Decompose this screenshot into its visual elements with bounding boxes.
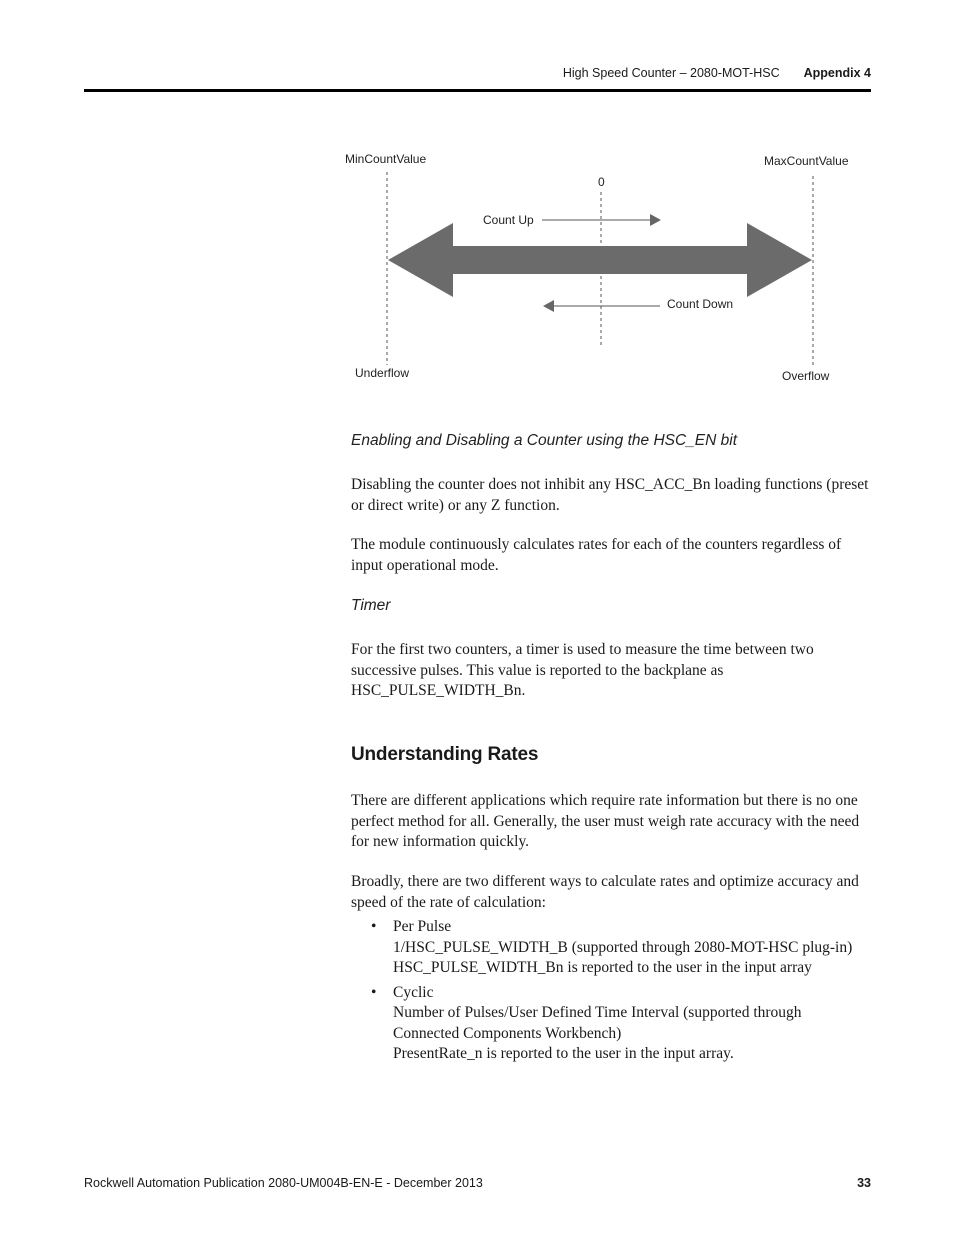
header-rule [84, 89, 871, 92]
counter-range-diagram [330, 140, 870, 395]
rates-paragraph-2: Broadly, there are two different ways to calculate rates and optimize accuracy and speed of the rate of calculation: [351, 873, 859, 911]
page-header [563, 66, 871, 80]
section-timer [351, 597, 871, 615]
timer-subtitle: Timer [351, 597, 391, 614]
bullet-marker: • [371, 918, 377, 935]
rate-methods-list [371, 917, 871, 1069]
enable-disable-subtitle: Enabling and Disabling a Counter using the HSC_EN bit [351, 432, 738, 449]
bullet-marker: • [371, 983, 377, 1001]
list-item-title: Per Pulse [393, 918, 452, 935]
list-item-line: HSC_PULSE_WIDTH_Bn is reported to the user in the input array [393, 959, 812, 976]
double-arrow [388, 223, 812, 297]
list-item-title: Cyclic [393, 983, 434, 1001]
list-item-line: 1/HSC_PULSE_WIDTH_B (supported through 2080-MOT-HSC plug-in) [393, 938, 853, 956]
section-understanding-rates [351, 744, 871, 766]
timer-paragraph: For the first two counters, a timer is used to measure the time between two successive pulses. This value is reported to the backplane as HSC_PULSE_WIDTH_Bn. [351, 641, 814, 699]
enable-disable-paragraph-2: The module continuously calculates rates for each of the counters regardless of input operational mode. [351, 536, 842, 574]
list-item [371, 983, 871, 1065]
max-count-label: MaxCountValue [764, 154, 849, 168]
count-up-label: Count Up [483, 213, 534, 227]
list-item-line: Number of Pulses/User Defined Time Interval (supported through Connected Components Workbench) [393, 1004, 802, 1042]
enable-disable-paragraph-1: Disabling the counter does not inhibit any HSC_ACC_Bn loading functions (preset or direct write) or any Z function. [351, 476, 869, 514]
footer-publication: Rockwell Automation Publication 2080-UM004B-EN-E - December 2013 [84, 1176, 483, 1190]
rates-paragraph-1: There are different applications which require rate information but there is no one perfect method for all. Generally, the user must weigh rate accuracy with the need for new information quickly. [351, 792, 860, 850]
count-down-label: Count Down [667, 297, 734, 311]
header-section-title: High Speed Counter – 2080-MOT-HSC [562, 66, 780, 80]
count-down-arrow-head [543, 300, 554, 312]
list-item [371, 917, 871, 979]
header-appendix: Appendix 4 [803, 66, 871, 80]
count-up-arrow-head [650, 214, 661, 226]
zero-label: 0 [598, 175, 605, 189]
section-enable-disable [351, 432, 871, 450]
page-footer [84, 1176, 871, 1190]
list-item-line: PresentRate_n is reported to the user in the input array. [393, 1045, 734, 1062]
understanding-rates-heading: Understanding Rates [351, 744, 539, 765]
underflow-label: Underflow [355, 366, 410, 380]
page-number: 33 [857, 1176, 871, 1190]
min-count-label: MinCountValue [345, 152, 427, 166]
overflow-label: Overflow [782, 369, 830, 383]
